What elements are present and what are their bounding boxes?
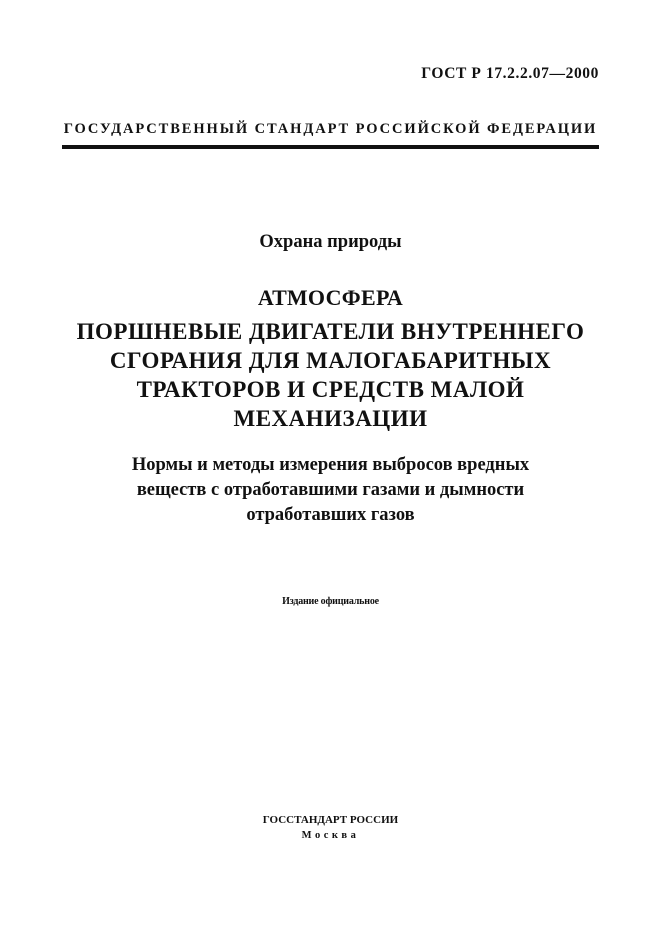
- category-title: Охрана природы: [259, 232, 402, 252]
- subtitle-line: отработавших газов: [246, 505, 415, 525]
- main-title-line: СГОРАНИЯ ДЛЯ МАЛОГАБАРИТНЫХ: [109, 348, 552, 373]
- edition-note: Издание официальное: [282, 596, 379, 607]
- subtitle: [80, 453, 581, 528]
- subtitle-line: веществ с отработавшими газами и дымности: [136, 480, 525, 500]
- subtitle-line: Нормы и методы измерения выбросов вредных: [131, 455, 530, 475]
- main-title-line: ТРАКТОРОВ И СРЕДСТВ МАЛОЙ: [136, 377, 525, 402]
- publisher-name: ГОССТАНДАРТ РОССИИ: [262, 814, 399, 826]
- state-standard-heading: ГОСУДАРСТВЕННЫЙ СТАНДАРТ РОССИЙСКОЙ ФЕДЕРАЦИИ: [63, 121, 598, 137]
- publisher-city: Москва: [301, 830, 360, 841]
- subject-title: АТМОСФЕРА: [257, 285, 404, 310]
- main-title: [40, 317, 621, 433]
- document-code: ГОСТ Р 17.2.2.07—2000: [421, 65, 599, 82]
- main-title-line: МЕХАНИЗАЦИИ: [233, 406, 428, 431]
- main-title-line: ПОРШНЕВЫЕ ДВИГАТЕЛИ ВНУТРЕННЕГО: [76, 319, 585, 344]
- header-rule: [62, 145, 599, 149]
